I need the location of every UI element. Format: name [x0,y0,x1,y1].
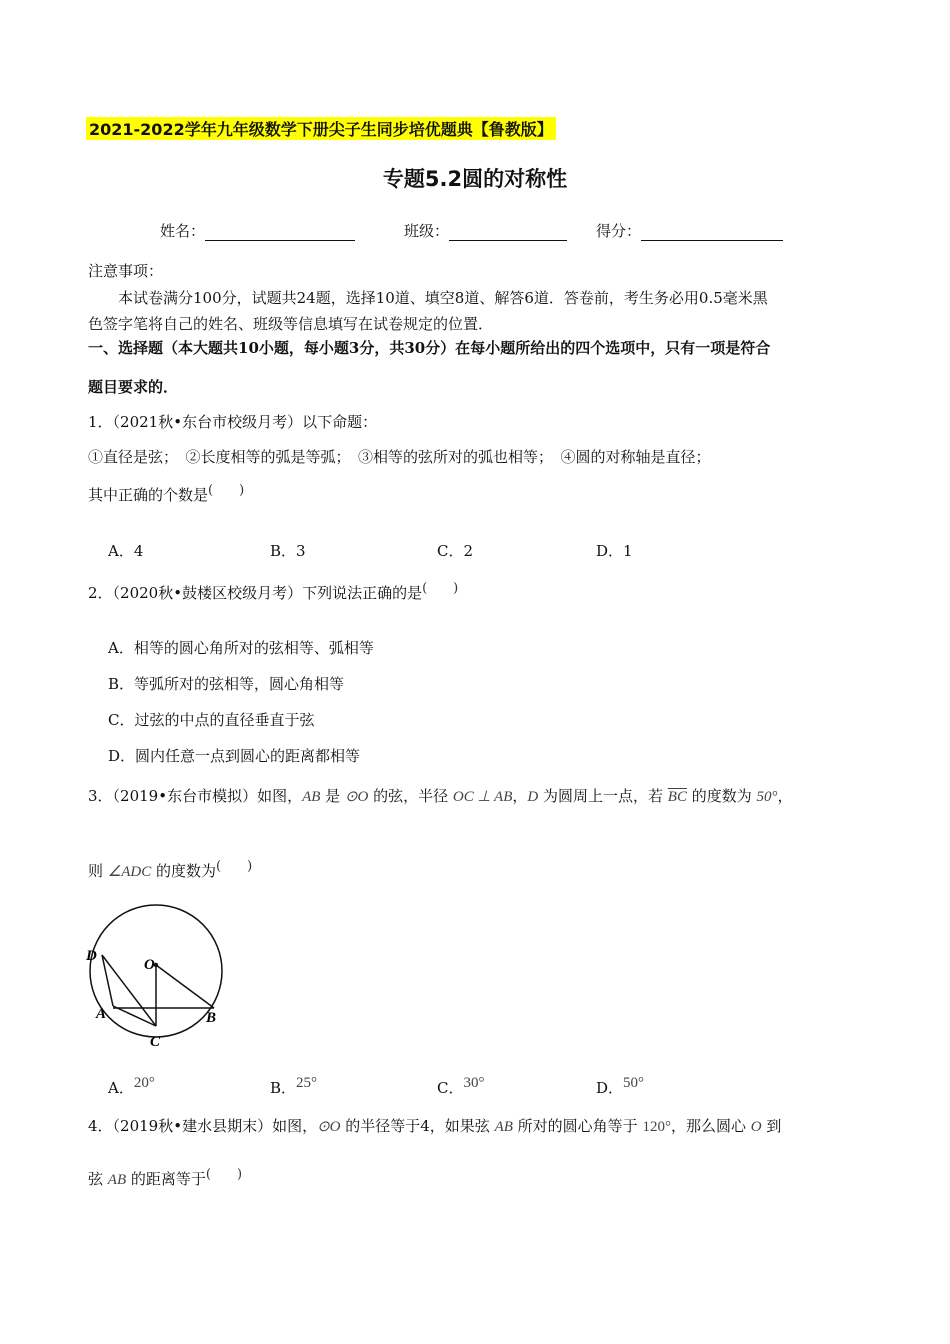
q3-answer-paren: ( ) [216,859,253,874]
q4-stem-line-1 [88,1115,781,1136]
q3-stem-line-2 [88,860,252,881]
notice-line-2: 色签字笔将自己的姓名、班级等信息填写在试卷规定的位置． [88,315,494,333]
class-label: 班级： [404,222,450,240]
q3-option-b [270,1077,317,1098]
q3-math-50deg: 50° [756,789,778,805]
score-label: 得分： [596,222,642,240]
q3-option-a [108,1077,155,1098]
q1-option-d: D．1 [596,542,633,560]
q4-line2-text-1: 弦 [88,1170,108,1188]
q2-answer-paren: ( ) [422,581,459,596]
segment-ac [113,1006,156,1026]
q2-option-c: C．过弦的中点的直径垂直于弦 [108,711,315,729]
label-a: A [96,1006,107,1022]
q4-math-ab-2: AB [107,1172,127,1188]
q2-stem: 2．（2020秋•鼓楼区校级月考）下列说法正确的是 [88,584,423,602]
label-c: C [150,1034,161,1050]
q1-option-a: A．4 [108,542,144,560]
q3-circle-figure [80,898,240,1058]
q3-line2-text-2: 的度数为 [151,862,217,880]
q3-math-d: D [527,789,539,805]
q4-stem-line-2 [88,1168,242,1189]
q3-option-d [596,1077,644,1098]
q3-text-1: 3．（2019•东台市模拟）如图， [88,787,303,805]
q3-math-ab: AB [302,789,321,805]
radius-ob [156,965,214,1008]
q1-option-c: C．2 [437,542,474,560]
q1-option-b: B．3 [270,542,306,560]
score-blank [641,226,783,241]
q3-option-c [437,1077,484,1098]
q3-option-a-value: 20° [133,1075,155,1091]
q3-option-b-value: 25° [296,1075,318,1091]
q4-text-3: 所对的圆心角等于 [512,1117,643,1135]
q1-ask-text: 其中正确的个数是 [88,486,209,504]
q3-option-a-letter: A． [108,1079,134,1097]
q3-text-4: ， [512,787,528,805]
q4-text-2: 的半径等于4，如果弦 [340,1117,495,1135]
q3-option-d-letter: D． [596,1079,624,1097]
q3-text-6: 的度数为 [686,787,757,805]
q3-option-c-letter: C． [437,1079,464,1097]
name-field [160,220,355,241]
q4-math-ab: AB [494,1119,513,1135]
q4-text-1: 4．（2019秋•建水县期末）如图， [88,1117,318,1135]
label-b: B [206,1010,217,1026]
q3-text-5: 为圆周上一点，若 [538,787,668,805]
q3-option-c-value: 30° [463,1075,485,1091]
q3-math-oc-perp-ab: OC ⊥ AB [452,789,513,805]
section-heading-line-1: 一、选择题（本大题共10小题，每小题3分，共30分）在每小题所给出的四个选项中，只有一项是符合 [88,339,771,357]
class-field [404,220,567,241]
q4-text-5: 到 [761,1117,782,1135]
name-label: 姓名： [160,222,206,240]
q3-stem-line-1 [88,785,793,806]
q1-stem: 1．（2021秋•东台市校级月考）以下命题： [88,413,378,431]
q2-option-d: D．圆内任意一点到圆心的距离都相等 [108,747,361,765]
q4-math-circle-o: ⊙O [317,1119,341,1135]
class-blank [449,226,567,241]
series-banner: 2021-2022学年九年级数学下册尖子生同步培优题典【鲁教版】 [86,117,556,140]
q4-line2-text-2: 的距离等于 [126,1170,206,1188]
q3-math-angle-adc: ∠ADC [107,864,152,880]
q3-text-3: 的弦，半径 [368,787,453,805]
q4-math-o: O [750,1119,762,1135]
q1-answer-paren: ( ) [208,483,245,498]
section-heading-line-2: 题目要求的． [88,378,179,396]
name-blank [205,226,355,241]
q2-option-a: A．相等的圆心角所对的弦相等、弧相等 [108,639,374,657]
q3-option-b-letter: B． [270,1079,297,1097]
q3-text-7: ， [777,787,793,805]
label-d: D [86,948,97,964]
score-field [596,220,783,241]
q1-ask [88,484,244,505]
q4-math-120deg: 120° [642,1119,671,1135]
q3-math-circle-o: ⊙O [344,789,369,805]
q3-option-d-value: 50° [623,1075,645,1091]
label-o: O [144,957,155,973]
notice-heading: 注意事项： [88,262,164,280]
q2-stem-line [88,582,458,603]
q2-option-b: B．等弧所对的弦相等，圆心角相等 [108,675,345,693]
q1-statements: ①直径是弦； ②长度相等的弧是等弧； ③相等的弦所对的弧也相等； ④圆的对称轴是直径； [88,448,711,466]
q3-math-arc-bc: $\overline{BC}$ [667,789,687,805]
q4-text-4: ，那么圆心 [670,1117,751,1135]
notice-line-1: 本试卷满分100分，试题共24题，选择10道、填空8道、解答6道．答卷前，考生务必用0.5毫米黑 [118,289,768,307]
q4-answer-paren: ( ) [205,1167,243,1182]
page-title: 专题5.2圆的对称性 [382,167,568,191]
q3-line2-text-1: 则 [88,862,108,880]
q3-text-2: 是 [320,787,345,805]
